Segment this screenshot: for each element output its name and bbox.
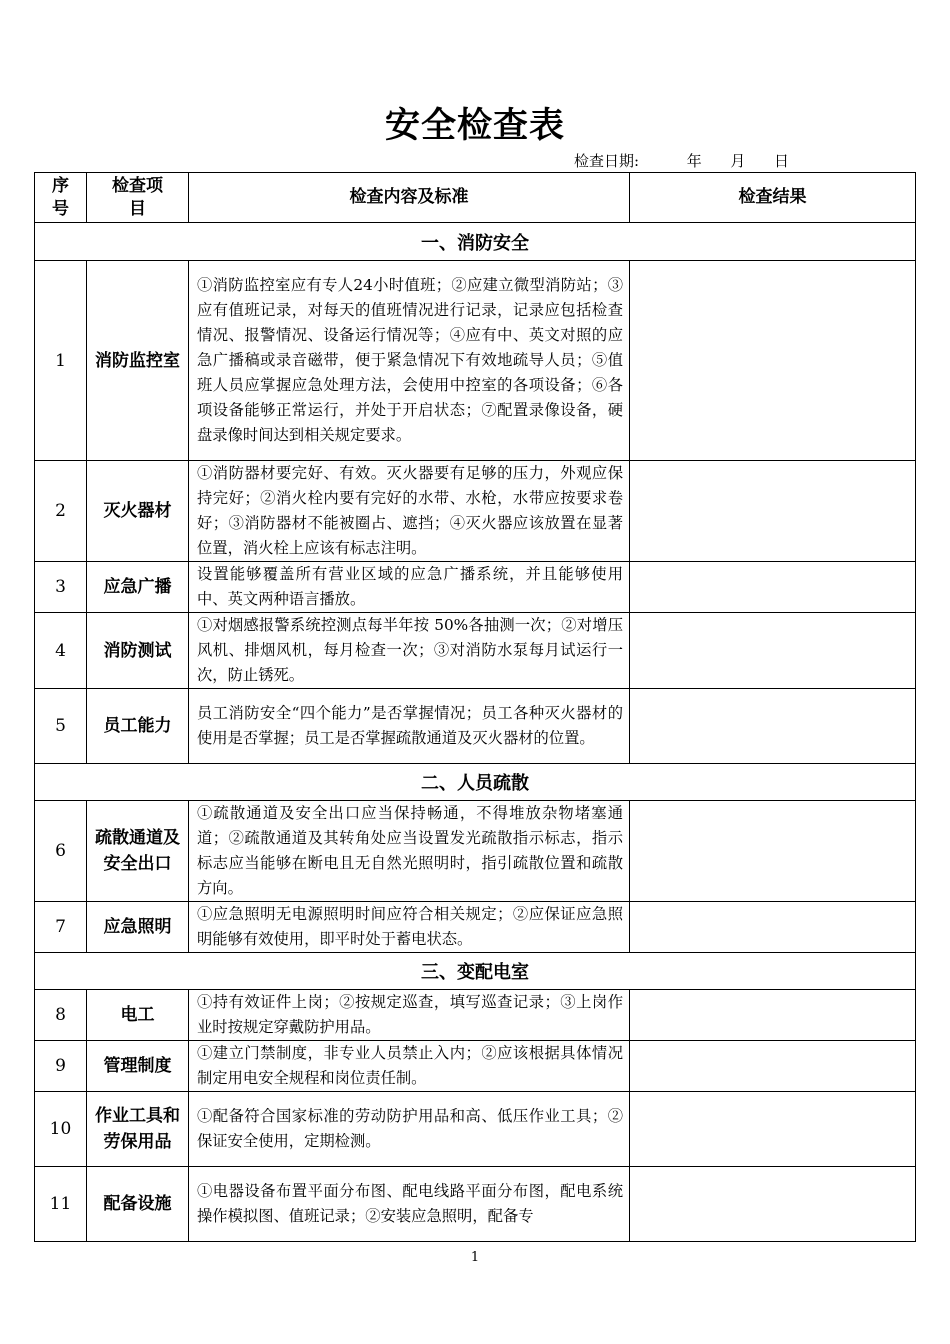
table-row — [35, 613, 916, 689]
date-day: 日 — [774, 152, 790, 170]
row-seq: 2 — [35, 461, 87, 562]
section-title: 二、人员疏散 — [35, 764, 916, 801]
table-row — [35, 562, 916, 613]
header-content: 检查内容及标准 — [189, 173, 630, 223]
table-row — [35, 1041, 916, 1092]
row-result — [630, 990, 916, 1041]
row-content: 设置能够覆盖所有营业区域的应急广播系统，并且能够使用中、英文两种语言播放。 — [189, 562, 630, 613]
row-result — [630, 562, 916, 613]
inspection-date — [574, 150, 789, 171]
table-row — [35, 801, 916, 902]
row-result — [630, 1041, 916, 1092]
row-seq: 11 — [35, 1167, 87, 1242]
table-row — [35, 902, 916, 953]
row-content: ①疏散通道及安全出口应当保持畅通，不得堆放杂物堵塞通道；②疏散通道及其转角处应当设置发光疏散指示标志，指示标志应当能够在断电且无自然光照明时，指引疏散位置和疏散方向。 — [189, 801, 630, 902]
table-row — [35, 461, 916, 562]
section-row — [35, 764, 916, 801]
row-content: ①消防监控室应有专人24小时值班；②应建立微型消防站；③应有值班记录，对每天的值班情况进行记录，记录应包括检查情况、报警情况、设备运行情况等；④应有中、英文对照的应急广播稿或录音磁带，便于紧急情况下有效地疏导人员；⑤值班人员应掌握应急处理方法，会使用中控室的各项设备；⑥各项设备能够正常运行，并处于开启状态；⑦配置录像设备，硬盘录像时间达到相关规定要求。 — [189, 261, 630, 461]
row-seq: 1 — [35, 261, 87, 461]
row-item: 消防测试 — [87, 613, 189, 689]
row-seq: 8 — [35, 990, 87, 1041]
header-item: 检查项目 — [87, 173, 189, 223]
row-item: 疏散通道及安全出口 — [87, 801, 189, 902]
row-content: ①消防器材要完好、有效。灭火器要有足够的压力，外观应保持完好；②消火栓内要有完好的水带、水枪，水带应按要求卷好；③消防器材不能被圈占、遮挡；④灭火器应该放置在显著位置，消火栓上应该有标志注明。 — [189, 461, 630, 562]
row-item: 消防监控室 — [87, 261, 189, 461]
page-number: 1 — [470, 1250, 480, 1265]
row-result — [630, 689, 916, 764]
row-seq: 3 — [35, 562, 87, 613]
table-row — [35, 1092, 916, 1167]
row-item: 应急照明 — [87, 902, 189, 953]
row-seq: 4 — [35, 613, 87, 689]
row-item: 电工 — [87, 990, 189, 1041]
section-title: 一、消防安全 — [35, 223, 916, 261]
row-result — [630, 1167, 916, 1242]
date-year: 年 — [686, 152, 702, 170]
row-seq: 7 — [35, 902, 87, 953]
date-label: 检查日期: — [574, 152, 640, 170]
row-item: 管理制度 — [87, 1041, 189, 1092]
row-content: ①建立门禁制度，非专业人员禁止入内；②应该根据具体情况制定用电安全规程和岗位责任制。 — [189, 1041, 630, 1092]
row-seq: 10 — [35, 1092, 87, 1167]
row-item: 灭火器材 — [87, 461, 189, 562]
section-row — [35, 223, 916, 261]
row-content: 员工消防安全“四个能力”是否掌握情况；员工各种灭火器材的使用是否掌握；员工是否掌握疏散通道及灭火器材的位置。 — [189, 689, 630, 764]
document-title: 安全检查表 — [384, 105, 565, 146]
inspection-table — [34, 172, 916, 1242]
row-item: 员工能力 — [87, 689, 189, 764]
row-seq: 5 — [35, 689, 87, 764]
row-item: 应急广播 — [87, 562, 189, 613]
row-item: 配备设施 — [87, 1167, 189, 1242]
row-result — [630, 801, 916, 902]
row-result — [630, 902, 916, 953]
row-content: ①配备符合国家标准的劳动防护用品和高、低压作业工具；②保证安全使用，定期检测。 — [189, 1092, 630, 1167]
row-result — [630, 613, 916, 689]
row-seq: 6 — [35, 801, 87, 902]
table-row — [35, 1167, 916, 1242]
table-row — [35, 261, 916, 461]
row-content: ①持有效证件上岗；②按规定巡查，填写巡查记录；③上岗作业时按规定穿戴防护用品。 — [189, 990, 630, 1041]
row-result — [630, 1092, 916, 1167]
row-content: ①对烟感报警系统控测点每半年按 50%各抽测一次；②对增压风机、排烟风机，每月检查一次；③对消防水泵每月试运行一次，防止锈死。 — [189, 613, 630, 689]
row-seq: 9 — [35, 1041, 87, 1092]
header-seq: 序号 — [35, 173, 87, 223]
date-month: 月 — [730, 152, 746, 170]
section-row — [35, 953, 916, 990]
table-row — [35, 689, 916, 764]
row-result — [630, 461, 916, 562]
section-title: 三、变配电室 — [35, 953, 916, 990]
header-row — [35, 173, 916, 223]
row-item: 作业工具和劳保用品 — [87, 1092, 189, 1167]
row-result — [630, 261, 916, 461]
header-result: 检查结果 — [630, 173, 916, 223]
row-content: ①应急照明无电源照明时间应符合相关规定；②应保证应急照明能够有效使用，即平时处于蓄电状态。 — [189, 902, 630, 953]
table-row — [35, 990, 916, 1041]
row-content: ①电器设备布置平面分布图、配电线路平面分布图，配电系统操作模拟图、值班记录；②安装应急照明，配备专 — [189, 1167, 630, 1242]
